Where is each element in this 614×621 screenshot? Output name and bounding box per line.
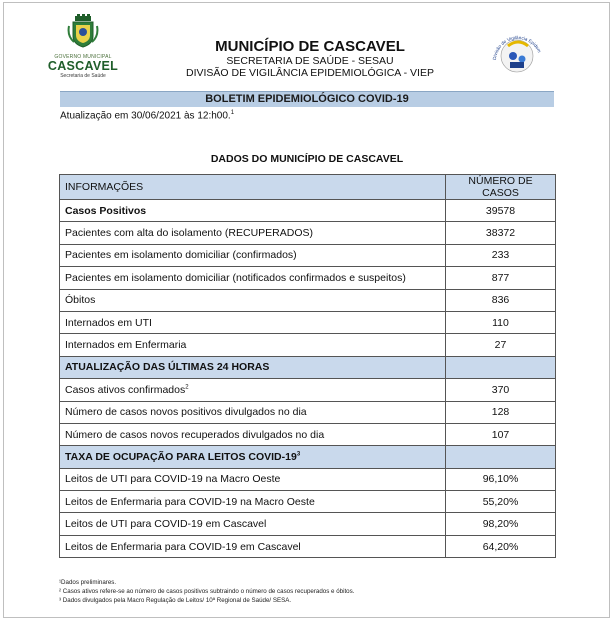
row-label: Pacientes em isolamento domiciliar (notificados confirmados e suspeitos) bbox=[60, 267, 446, 289]
coat-of-arms-icon bbox=[66, 14, 100, 48]
section-title: DADOS DO MUNICÍPIO DE CASCAVEL bbox=[210, 153, 404, 165]
row-value: 64,20% bbox=[446, 535, 556, 557]
row-value: 110 bbox=[446, 311, 556, 333]
municipality-title: MUNICÍPIO DE CASCAVEL bbox=[215, 38, 405, 55]
row-value: 55,20% bbox=[446, 491, 556, 513]
table-row bbox=[60, 334, 556, 356]
row-label-text: Casos ativos confirmados bbox=[65, 383, 186, 396]
section-empty-cell bbox=[446, 446, 556, 468]
section-row-beds bbox=[60, 446, 556, 468]
row-value: 836 bbox=[446, 289, 556, 311]
viep-logo bbox=[488, 26, 546, 84]
covid-data-table bbox=[59, 174, 556, 558]
col-header-cases: NÚMERO DE CASOS bbox=[446, 175, 556, 200]
logo-cascavel-text: CASCAVEL bbox=[47, 59, 119, 73]
table-row bbox=[60, 513, 556, 535]
row-label: Leitos de Enfermaria para COVID-19 em Cascavel bbox=[60, 535, 446, 557]
row-label: Leitos de UTI para COVID-19 na Macro Oeste bbox=[60, 468, 446, 490]
footnotes bbox=[59, 578, 354, 605]
table-row bbox=[60, 401, 556, 423]
row-value: 233 bbox=[446, 244, 556, 266]
epidemiology-seal-icon bbox=[488, 26, 546, 84]
table-row bbox=[60, 267, 556, 289]
section-row-24h bbox=[60, 356, 556, 378]
table-row bbox=[60, 468, 556, 490]
row-label: Número de casos novos recuperados divulgados no dia bbox=[60, 423, 446, 445]
footnote-2: ² Casos ativos refere-se ao número de casos positivos subtraindo o número de casos recuperados e óbitos. bbox=[59, 588, 355, 595]
table-header-row bbox=[60, 175, 556, 200]
row-value: 39578 bbox=[446, 200, 556, 222]
footnote-mark: 2 bbox=[185, 384, 189, 391]
row-label: Pacientes em isolamento domiciliar (confirmados) bbox=[60, 244, 446, 266]
update-timestamp bbox=[60, 110, 234, 121]
logo-gov-text: GOVERNO MUNICIPAL bbox=[54, 54, 112, 60]
table-row bbox=[60, 379, 556, 401]
row-label: Óbitos bbox=[60, 289, 446, 311]
table-row bbox=[60, 244, 556, 266]
table-row bbox=[60, 423, 556, 445]
table-row bbox=[60, 289, 556, 311]
update-text: Atualização em 30/06/2021 às 12:h00. bbox=[60, 110, 231, 122]
footnote-3: ³ Dados divulgados pela Macro Regulação de Leitos/ 10ª Regional de Saúde/ SESA. bbox=[59, 597, 292, 604]
table-row bbox=[60, 200, 556, 222]
row-value: 877 bbox=[446, 267, 556, 289]
table-row bbox=[60, 222, 556, 244]
table-row bbox=[60, 491, 556, 513]
row-value: 107 bbox=[446, 423, 556, 445]
footnote-mark: 3 bbox=[296, 451, 301, 458]
division-subtitle: DIVISÃO DE VIGILÂNCIA EPIDEMIOLÓGICA - VIEP bbox=[186, 67, 434, 79]
row-value: 98,20% bbox=[446, 513, 556, 535]
row-label: Internados em Enfermaria bbox=[60, 334, 446, 356]
row-label: Internados em UTI bbox=[60, 311, 446, 333]
row-label: Número de casos novos positivos divulgados no dia bbox=[60, 401, 446, 423]
update-footnote-mark: 1 bbox=[230, 110, 235, 116]
section-label-text: TAXA DE OCUPAÇÃO PARA LEITOS COVID-19 bbox=[65, 450, 297, 463]
footnote-1: ¹Dados preliminares. bbox=[59, 579, 117, 586]
cascavel-logo bbox=[44, 14, 122, 79]
table-row bbox=[60, 535, 556, 557]
secretariat-subtitle: SECRETARIA DE SAÚDE - SESAU bbox=[226, 55, 394, 67]
section-label bbox=[60, 446, 446, 468]
section-empty-cell bbox=[446, 356, 556, 378]
row-value: 96,10% bbox=[446, 468, 556, 490]
table-row bbox=[60, 311, 556, 333]
row-label: Pacientes com alta do isolamento (RECUPERADOS) bbox=[60, 222, 446, 244]
col-header-info: INFORMAÇÕES bbox=[60, 175, 446, 200]
row-label: Leitos de Enfermaria para COVID-19 na Macro Oeste bbox=[60, 491, 446, 513]
row-label: Casos Positivos bbox=[60, 200, 446, 222]
row-value: 27 bbox=[446, 334, 556, 356]
row-label: Leitos de UTI para COVID-19 em Cascavel bbox=[60, 513, 446, 535]
seal-text: Divisão de Vigilância Epidem bbox=[491, 35, 543, 61]
row-label bbox=[60, 379, 446, 401]
logo-subtitle: Secretaria de Saúde bbox=[60, 73, 106, 79]
section-label: ATUALIZAÇÃO DAS ÚLTIMAS 24 HORAS bbox=[60, 356, 446, 378]
row-value: 38372 bbox=[446, 222, 556, 244]
bulletin-title: BOLETIM EPIDEMIOLÓGICO COVID-19 bbox=[60, 91, 554, 107]
row-value: 370 bbox=[446, 379, 556, 401]
row-value: 128 bbox=[446, 401, 556, 423]
